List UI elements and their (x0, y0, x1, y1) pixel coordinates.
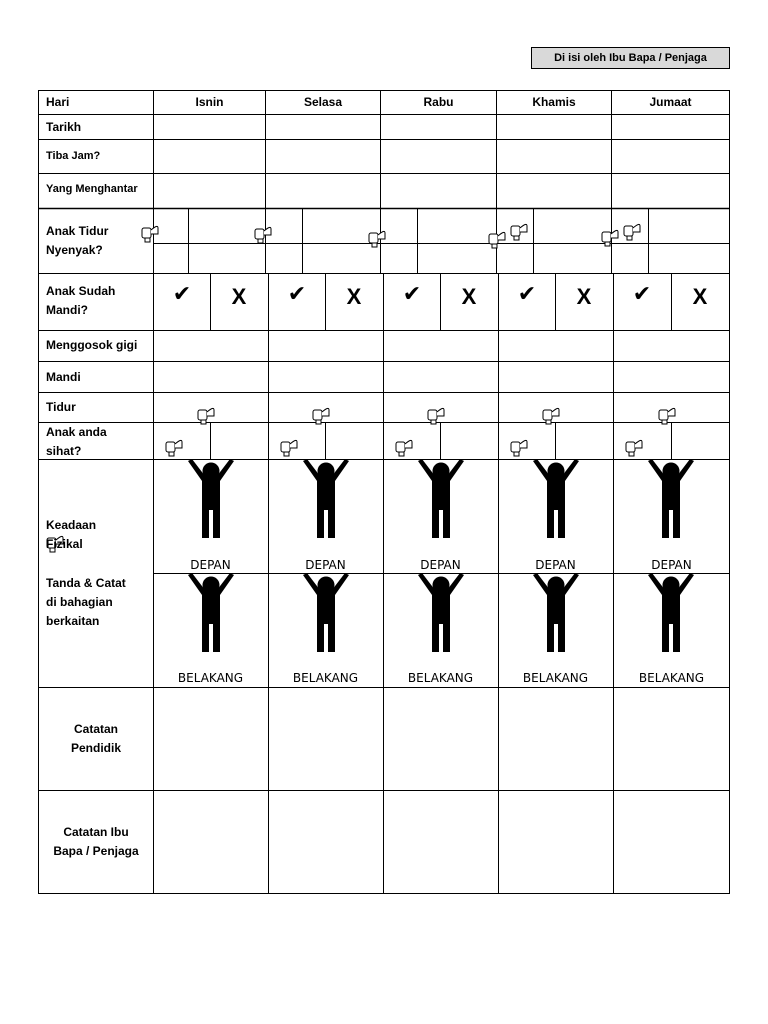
thumb-icon (659, 408, 675, 424)
check-mark-isnin[interactable]: ✔ (172, 281, 192, 306)
person-arms-up-icon (648, 459, 694, 538)
filled-by-parent-badge: Di isi oleh Ibu Bapa / Penjaga (531, 47, 730, 69)
row-label-tanda-line3: berkaitan (46, 614, 100, 628)
header-day-rabu: Rabu (423, 95, 454, 109)
row-label-tanda-line1: Tanda & Catat (46, 576, 126, 590)
back-label-jumaat: BELAKANG (638, 671, 705, 685)
header-day-jumaat: Jumaat (649, 95, 692, 109)
front-label-rabu: DEPAN (420, 558, 461, 572)
header-hari: Hari (46, 95, 70, 109)
row-label-keadaan-fizikal (46, 516, 96, 554)
back-label-rabu: BELAKANG (407, 671, 474, 685)
thumb-icon (543, 408, 559, 424)
row-label-anak-mandi (46, 282, 115, 320)
header-day-khamis: Khamis (532, 95, 576, 109)
front-label-selasa: DEPAN (305, 558, 346, 572)
thumb-icon (428, 408, 444, 424)
person-arms-up-icon (188, 459, 234, 538)
back-label-isnin: BELAKANG (177, 671, 244, 685)
check-mark-rabu[interactable]: ✔ (402, 281, 422, 306)
thumb-icon (511, 440, 527, 456)
thumb-icons-sleep (142, 224, 640, 248)
row-label-anak-mandi-line2: Mandi? (46, 303, 88, 317)
row-label-anak-mandi-line1: Anak Sudah (46, 284, 116, 298)
person-arms-up-icon (533, 573, 579, 652)
row-label-catatan-ibubapa-line2: Bapa / Penjaga (53, 844, 139, 858)
row-label-catatan-pendidik-line1: Catatan (73, 722, 118, 736)
x-mark-rabu[interactable]: X (461, 284, 477, 309)
row-label-keadaan-line2: Fizikal (46, 537, 83, 551)
thumb-icon (255, 227, 271, 243)
row-label-keadaan-line1: Keadaan (46, 518, 97, 532)
row-label-anak-tidur-line2: Nyenyak? (46, 243, 103, 257)
thumb-icons-health (47, 408, 675, 552)
person-arms-up-icon (303, 573, 349, 652)
thumb-icon (624, 224, 640, 240)
row-label-tidur: Tidur (46, 400, 76, 414)
x-mark-khamis[interactable]: X (576, 284, 592, 309)
person-arms-up-icon (418, 459, 464, 538)
x-mark-isnin[interactable]: X (231, 284, 247, 309)
row-label-anak-tidur-line1: Anak Tidur (46, 224, 109, 238)
front-label-khamis: DEPAN (535, 558, 576, 572)
person-arms-up-icon (188, 573, 234, 652)
row-label-tanda-line2: di bahagian (46, 595, 113, 609)
row-label-yang-menghantar: Yang Menghantar (46, 183, 138, 195)
thumb-icon (369, 231, 385, 247)
row-label-tarikh: Tarikh (46, 120, 82, 134)
row-label-catatan-pendidik-line2: Pendidik (70, 741, 121, 755)
row-label-catatan-pendidik (39, 720, 153, 758)
header-day-isnin: Isnin (195, 95, 224, 109)
row-label-tiba-jam: Tiba Jam? (46, 150, 101, 162)
body-figures-front (188, 459, 694, 538)
back-label-khamis: BELAKANG (522, 671, 589, 685)
person-arms-up-icon (533, 459, 579, 538)
thumb-icon (489, 232, 505, 248)
body-figures-back (188, 573, 694, 652)
front-label-jumaat: DEPAN (651, 558, 692, 572)
check-mark-selasa[interactable]: ✔ (287, 281, 307, 306)
row-label-menggosok-gigi: Menggosok gigi (46, 338, 138, 352)
check-mark-khamis[interactable]: ✔ (517, 281, 537, 306)
thumb-icon (166, 440, 182, 456)
back-label-selasa: BELAKANG (292, 671, 359, 685)
thumb-icon (142, 226, 158, 242)
row-label-anak-sihat-line1: Anak anda (46, 425, 107, 439)
person-arms-up-icon (303, 459, 349, 538)
person-arms-up-icon (418, 573, 464, 652)
thumb-icon (198, 408, 214, 424)
row-label-anak-sihat-line2: sihat? (46, 444, 82, 458)
thumb-icon (313, 408, 329, 424)
header-day-selasa: Selasa (303, 95, 343, 109)
row-label-tanda-catat (46, 574, 126, 631)
row-label-anak-sihat (46, 423, 107, 461)
check-mark-jumaat[interactable]: ✔ (632, 281, 652, 306)
thumb-icon (626, 440, 642, 456)
thumb-icon (396, 440, 412, 456)
x-mark-jumaat[interactable]: X (692, 284, 708, 309)
row-label-mandi: Mandi (46, 370, 81, 384)
person-arms-up-icon (648, 573, 694, 652)
row-label-catatan-ibubapa (39, 823, 153, 861)
row-label-catatan-ibubapa-line1: Catatan Ibu (63, 825, 129, 839)
thumb-icon (511, 224, 527, 240)
row-label-anak-tidur (46, 222, 108, 260)
front-label-isnin: DEPAN (190, 558, 231, 572)
thumb-icon (281, 440, 297, 456)
x-mark-selasa[interactable]: X (346, 284, 362, 309)
